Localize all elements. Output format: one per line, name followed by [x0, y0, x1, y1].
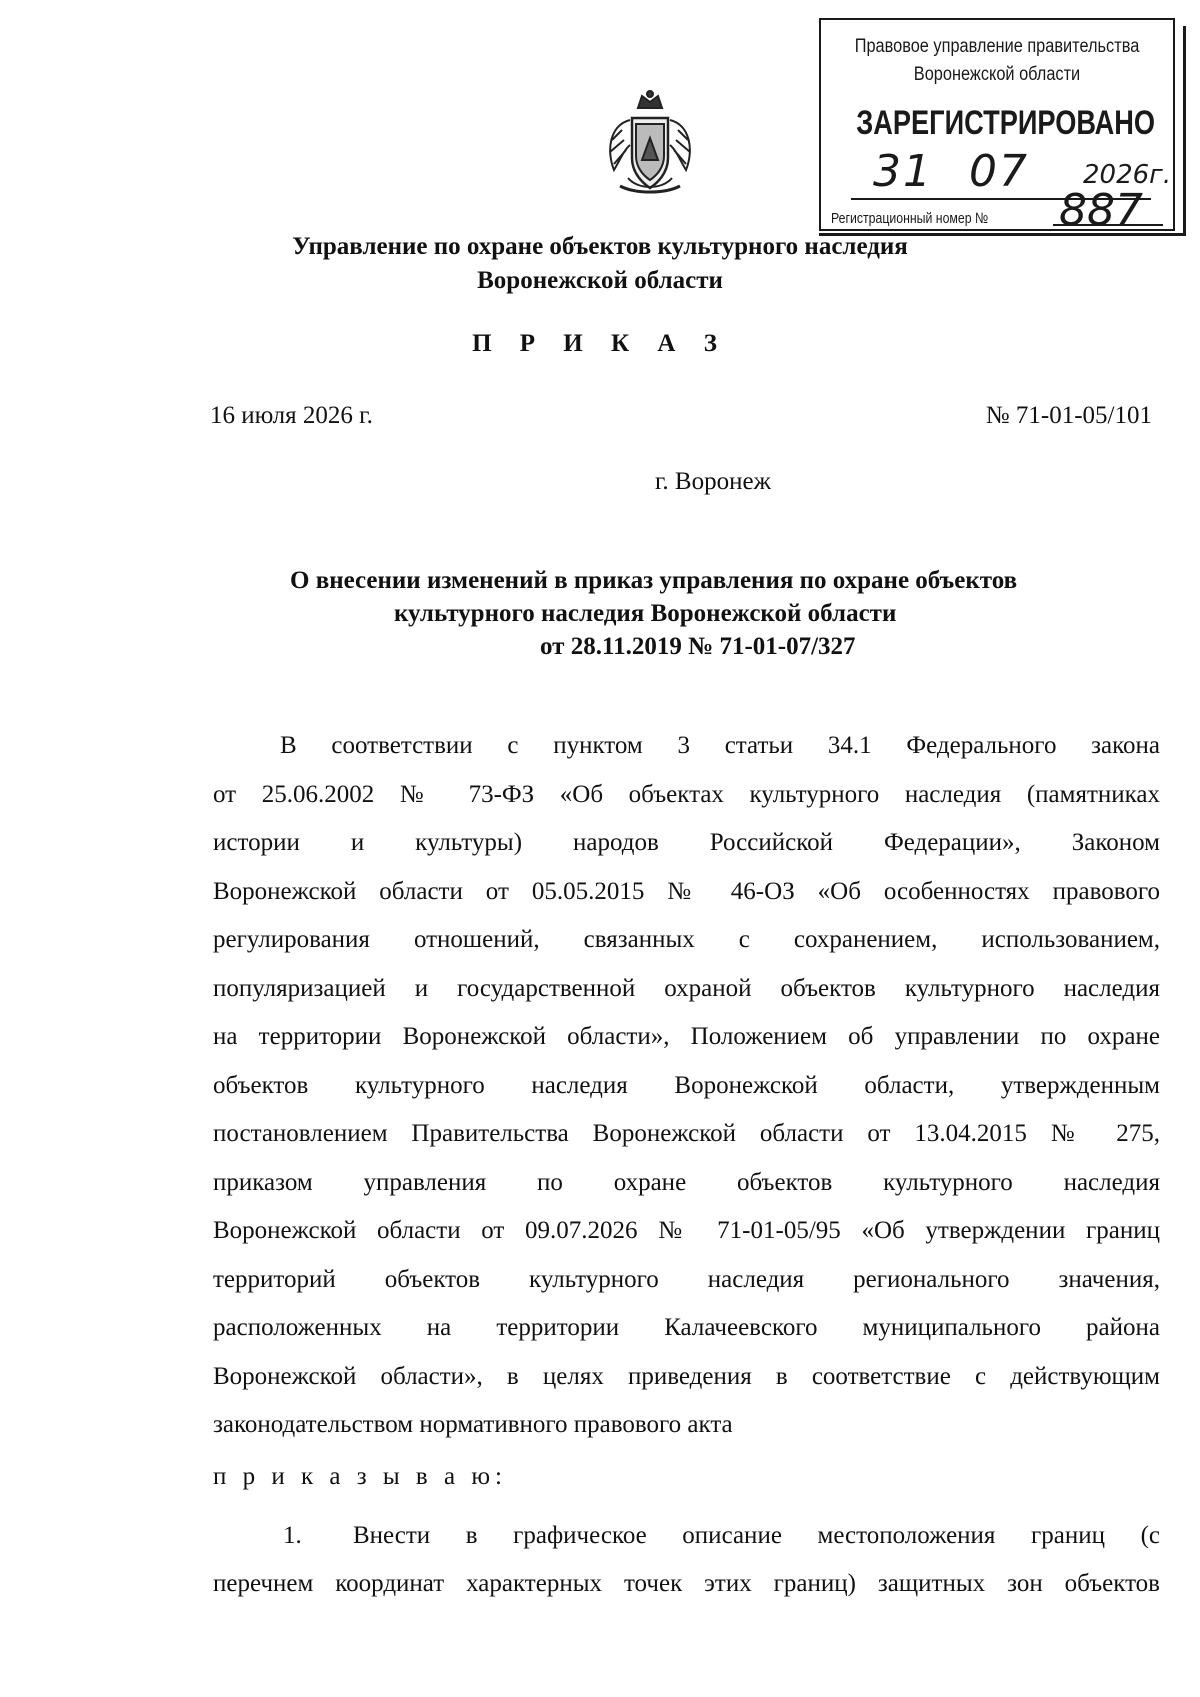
stamp-regno-label: Регистрационный номер №	[831, 210, 989, 227]
order-item-1-line1	[213, 1512, 1160, 1560]
order-city: г. Воронеж	[655, 468, 771, 495]
preamble-line: В соответствии с пунктом 3 статьи 34.1 Федерального закона	[280, 732, 1160, 759]
stamp-org-line1: Правовое управление правительства	[854, 36, 1140, 57]
preamble-line: расположенных на территории Калачеевского муниципального района	[213, 1314, 1160, 1341]
order-number: № 71-01-05/101	[985, 402, 1152, 429]
issuing-authority	[0, 230, 1200, 298]
order-item-number: 1.	[283, 1522, 302, 1549]
issuing-authority-line1: Управление по охране объектов культурного наследия	[292, 233, 908, 260]
preamble-line: на территории Воронежской области», Положением об управлении по охране	[213, 1023, 1160, 1050]
orders-keyword: п р и к а з ы в а ю:	[213, 1463, 507, 1490]
preamble-line: Воронежской области от 05.05.2015 № 46-ОЗ «Об особенностях правового	[213, 877, 1160, 905]
preamble-line: Воронежской области от 09.07.2026 № 71-01-05/95 «Об утверждении границ	[213, 1217, 1160, 1244]
preamble-line: регулирования отношений, связанных с сохранением, использованием,	[213, 926, 1160, 953]
preamble-line: объектов культурного наследия Воронежской области, утвержденным	[213, 1071, 1160, 1099]
document-title: П Р И К А З	[472, 330, 728, 357]
order-subject	[290, 564, 1140, 663]
stamp-day: 31	[873, 146, 933, 197]
preamble-line: законодательством нормативного правового акта	[213, 1411, 733, 1438]
coat-of-arms-icon	[600, 90, 700, 200]
subject-line1: О внесении изменений в приказ управления по охране объектов	[290, 567, 1018, 594]
preamble-line: популяризацией и государственной охраной объектов культурного наследия	[213, 974, 1160, 1002]
subject-line2: культурного наследия Воронежской области	[394, 600, 897, 627]
subject-line3: от 28.11.2019 № 71-01-07/327	[540, 633, 856, 660]
stamp-month: 07	[969, 146, 1029, 197]
stamp-regno-value: 887	[1059, 185, 1143, 236]
registration-stamp	[819, 18, 1175, 236]
issuing-authority-line2: Воронежской области	[477, 267, 723, 294]
order-item-1	[213, 1512, 1160, 1608]
preamble-line: приказом управления по охране объектов культурного наследия	[213, 1168, 1160, 1196]
stamp-registered-label: ЗАРЕГИСТРИРОВАНО	[856, 104, 1156, 142]
preamble-line: территорий объектов культурного наследия регионального значения,	[213, 1265, 1160, 1293]
preamble-line: постановлением Правительства Воронежской области от 13.04.2015 № 275,	[213, 1120, 1160, 1147]
order-date: 16 июля 2026 г.	[210, 402, 373, 429]
stamp-year-suffix: г.	[1149, 160, 1172, 190]
order-item-1-line2: перечнем координат характерных точек этих границ) защитных зон объектов	[213, 1570, 1160, 1597]
preamble-line: истории и культуры) народов Российской Федерации», Законом	[213, 829, 1160, 856]
preamble-paragraph	[213, 722, 1160, 1450]
order-item-1-text1: Внести в графическое описание местоположения границ (с	[353, 1522, 1160, 1549]
stamp-year-value: 2026	[1083, 160, 1150, 190]
preamble-line: Воронежской области», в целях приведения в соответствие с действующим	[213, 1362, 1160, 1390]
stamp-regno-underline	[1053, 224, 1163, 226]
preamble-line: от 25.06.2002 № 73-ФЗ «Об объектах культурного наследия (памятниках	[213, 780, 1160, 808]
stamp-org-line2: Воронежской области	[913, 64, 1081, 85]
